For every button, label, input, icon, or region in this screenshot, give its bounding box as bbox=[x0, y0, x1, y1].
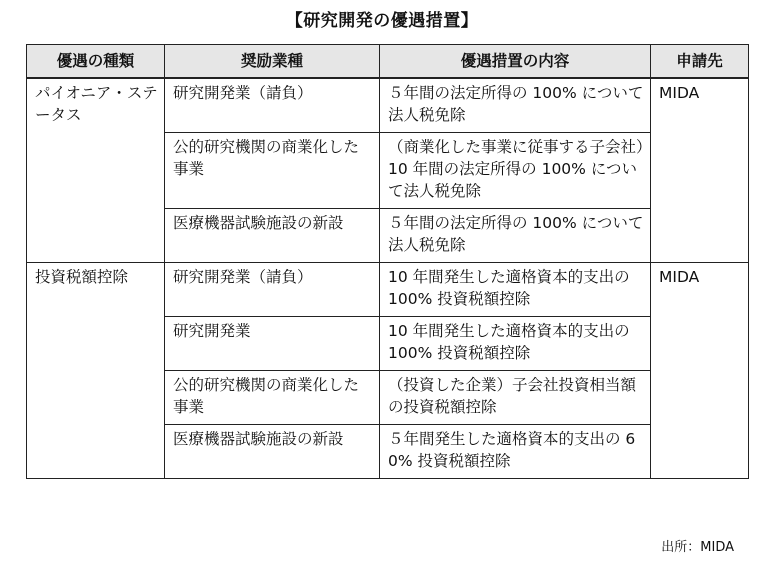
header-content: 優遇措置の内容 bbox=[380, 45, 651, 79]
incentive-type-cell: パイオニア・ステータス bbox=[27, 78, 165, 263]
agency-cell: MIDA bbox=[651, 78, 749, 263]
content-cell bbox=[380, 425, 651, 479]
content-line: （投資した企業）子会社投資相当額の投資税額控除 bbox=[388, 376, 637, 416]
content-line: （商業化した事業に従事する子会社） bbox=[388, 138, 652, 156]
content-cell bbox=[380, 133, 651, 209]
industry-cell: 研究開発業（請負） bbox=[165, 78, 380, 133]
table-row bbox=[27, 78, 749, 133]
content-line: ５年間の法定所得の 100% について法人税免除 bbox=[388, 214, 644, 254]
industry-cell: 研究開発業（請負） bbox=[165, 263, 380, 317]
header-row bbox=[27, 45, 749, 79]
industry-cell: 公的研究機関の商業化した事業 bbox=[165, 133, 380, 209]
content-cell bbox=[380, 371, 651, 425]
incentive-type-cell: 投資税額控除 bbox=[27, 263, 165, 479]
industry-cell: 研究開発業 bbox=[165, 317, 380, 371]
header-agency: 申請先 bbox=[651, 45, 749, 79]
incentives-table bbox=[26, 44, 749, 479]
content-cell bbox=[380, 263, 651, 317]
content-cell bbox=[380, 317, 651, 371]
source-note: 出所：MIDA bbox=[661, 540, 734, 555]
content-cell bbox=[380, 78, 651, 133]
content-line: ５年間の法定所得の 100% について法人税免除 bbox=[388, 84, 644, 124]
industry-cell: 医療機器試験施設の新設 bbox=[165, 209, 380, 263]
table-row bbox=[27, 263, 749, 317]
table-title: 【研究開発の優遇措置】 bbox=[285, 11, 479, 31]
header-incentive-type: 優遇の種類 bbox=[27, 45, 165, 79]
content-line: 10 年間発生した適格資本的支出の 100% 投資税額控除 bbox=[388, 322, 630, 362]
agency-cell: MIDA bbox=[651, 263, 749, 479]
content-line: 10 年間発生した適格資本的支出の 100% 投資税額控除 bbox=[388, 268, 630, 308]
industry-cell: 医療機器試験施設の新設 bbox=[165, 425, 380, 479]
content-line: 10 年間の法定所得の 100% について法人税免除 bbox=[388, 160, 638, 200]
content-cell bbox=[380, 209, 651, 263]
header-industry: 奨励業種 bbox=[165, 45, 380, 79]
industry-cell: 公的研究機関の商業化した事業 bbox=[165, 371, 380, 425]
content-line: ５年間発生した適格資本的支出の 60% 投資税額控除 bbox=[388, 430, 636, 470]
